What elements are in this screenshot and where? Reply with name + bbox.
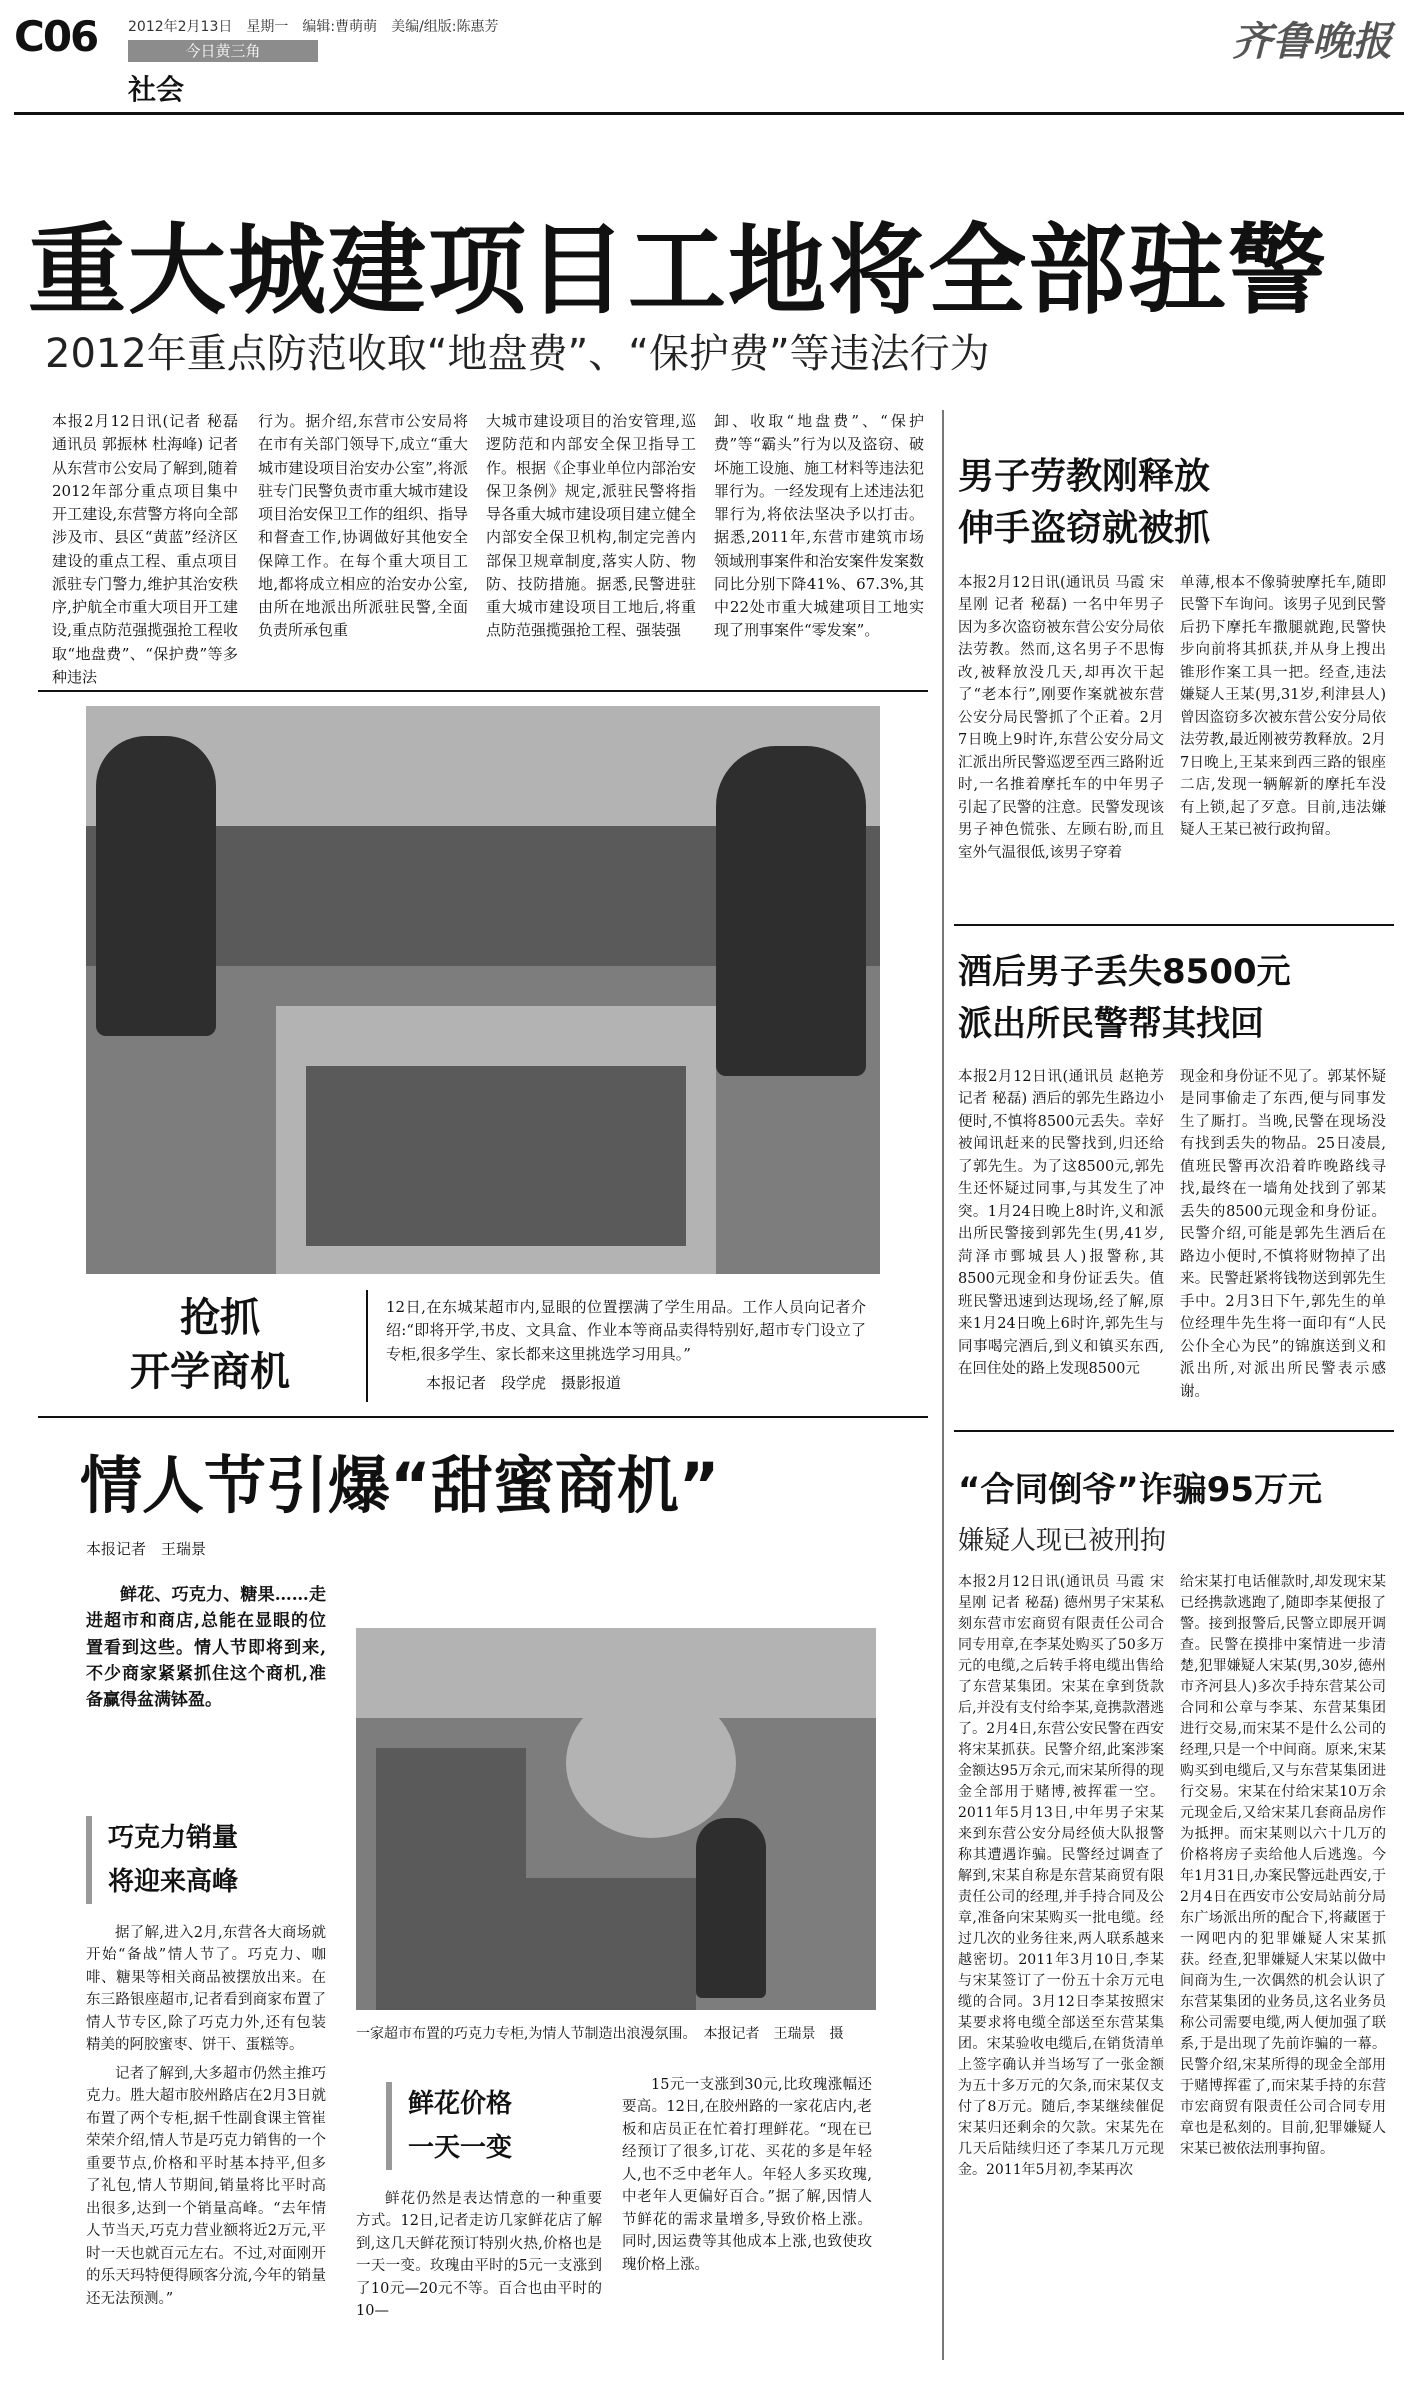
story4-subhead: 嫌疑人现已被刑拘 xyxy=(958,1526,1167,1556)
school-supplies-photo xyxy=(86,706,880,1274)
header-rule xyxy=(14,112,1404,115)
valentine-body-4: 15元一支涨到30元,比玫瑰涨幅还要高。12日,在胶州路的一家花店内,老板和店员正在忙着打理鲜花。“现在已经预订了很多,订花、买花的多是年轻人,也不乏中老年人。年轻人多买玫瑰,中老年人更偏好百合。”据了解,因情人节鲜花的需求量增多,导致价格上涨。同时,因运费等其他成本上涨,也致使玫瑰价格上涨。 xyxy=(622,2077,872,2273)
masthead-logo: 齐鲁晚报 xyxy=(1232,18,1392,65)
valentine-intro: 鲜花、巧克力、糖果……走进超市和商店,总能在显眼的位置看到这些。情人节即将到来,不少商家紧紧抓住这个商机,准备赢得盆满钵盈。 xyxy=(86,1585,326,1711)
story3-headline-1: 酒后男子丢失8500元 xyxy=(958,952,1291,992)
page-number: C06 xyxy=(14,12,98,61)
story4-col-1: 本报2月12日讯(通讯员 马霞 宋星刚 记者 秘磊) 德州男子宋某私刻东营市宏商贸有限责任公司合同专用章,在李某处购买了50多万元的电缆,之后转手将电缆出售给了东营某集团。宋某在拿到货款后,并没有支付给李某,竟携款潜逃了。2月4日,东营公安民警在西安将宋某抓获。民警介绍,此案涉案金额达95万余元,而宋某所得的现金全部用于赌博,被挥霍一空。2011年5月13日,中年男子宋某来到东营公安分局经侦大队报警称其遭遇诈骗。民警经过调查了解到,宋某自称是东营某商贸有限责任公司的经理,并手持合同及公章,准备向宋某购买一批电缆。经过几次的业务往来,两人联系越来越密切。2011年3月10日,李某与宋某签订了一份五十余万元电缆的合同。3月12日李某按照宋某要求将电缆全部送至东营某集团。宋某验收电缆后,在销货清单上签字确认并当场写了一张金额为五十多万元的欠条,而宋某仅支付了8万元。随后,李某继续催促宋某归还剩余的欠款。宋某先在几天后陆续归还了李某几万元现金。2011年5月初,李某再次 xyxy=(958,1574,1164,2178)
photo1-caption: 12日,在东城某超市内,显眼的位置摆满了学生用品。工作人员向记者介绍:“即将开学,书皮、文具盒、作业本等商品卖得特别好,超市专门设立了专柜,很多学生、家长都来这里挑选学习用具。” 本报记者 段学虎 摄影报道 xyxy=(386,1298,866,1392)
story3-col-2: 现金和身份证不见了。郭某怀疑是同事偷走了东西,便与同事发生了厮打。当晚,民警在现场没有找到丢失的物品。25日凌晨,值班民警再次沿着昨晚路线寻找,最终在一墙角处找到了郭某丢失的8500元现金和身份证。民警介绍,可能是郭先生酒后在路边小便时,不慎将财物掉了出来。民警赶紧将钱物送到郭先生手中。2月3日下午,郭先生的单位经理牛先生将一面印有“人民公仆全心为民”的锦旗送到义和派出所,对派出所民警表示感谢。 xyxy=(1180,1069,1386,1400)
header-meta: 2012年2月13日 星期一 编辑:曹萌萌 美编/组版:陈惠芳 xyxy=(128,19,499,35)
main-story-col-1: 本报2月12日讯(记者 秘磊 通讯员 郭振林 杜海峰) 记者从东营市公安局了解到,随着2012年部分重点项目集中开工建设,东营警方将向全部涉及市、县区“黄蓝”经济区建设的重点工程、重点项目派驻专门警力,维护其治安秩序,护航全市重大项目开工建设,重点防范强揽强抢工程收取“地盘费”、“保护费”等多种违法 xyxy=(52,412,238,686)
story2-headline-1: 男子劳教刚释放 xyxy=(958,456,1211,497)
photo-section-rule xyxy=(38,1416,928,1418)
section-tag: 今日黄三角 xyxy=(128,40,318,62)
story2-col-2: 单薄,根本不像骑驶摩托车,随即民警下车询问。该男子见到民警后扔下摩托车撒腿就跑,民警快步向前将其抓获,并从身上搜出锥形作案工具一把。经查,违法嫌疑人王某(男,31岁,利津县人)曾因盗窃多次被东营公安分局依法劳教,最近刚被劳教释放。2月7日晚上,王某来到西三路的银座二店,发现一辆解新的摩托车没有上锁,起了歹意。目前,违法嫌疑人王某已被行政拘留。 xyxy=(1180,575,1386,839)
valentine-subhead-2: 鲜花价格 一天一变 xyxy=(386,2082,598,2170)
main-story-col-3: 大城市建设项目的治安管理,巡逻防范和内部安全保卫指导工作。根据《企事业单位内部治安保卫条例》规定,派驻民警将指导各重大城市建设项目建立健全内部安全保卫机构,制定完善内部保卫规章制度,落实人防、物防、技防措施。据悉,民警进驻重大城市建设项目工地后,将重点防范强揽强抢工程、强装强 xyxy=(486,412,697,640)
valentine-body-3: 鲜花仍然是表达情意的一种重要方式。12日,记者走访几家鲜花店了解到,这几天鲜花预订特别火热,价格也是一天一变。玫瑰由平时的5元一支涨到了10元—20元不等。百合也由平时的10— xyxy=(356,2191,602,2320)
photo1-title-2: 开学商机 xyxy=(130,1349,290,1395)
story3-headline-2: 派出所民警帮其找回 xyxy=(958,1004,1264,1044)
valentine-byline: 本报记者 王瑞景 xyxy=(86,1540,207,1558)
valentine-headline: 情人节引爆“甜蜜商机” xyxy=(80,1449,720,1522)
story2-rule xyxy=(954,924,1394,926)
photo1-caption-rule xyxy=(366,1290,368,1402)
valentine-body-1: 据了解,进入2月,东营各大商场就开始“备战”情人节了。巧克力、咖啡、糖果等相关商品被摆放出来。在东三路银座超市,记者看到商家布置了情人节专区,除了巧克力外,还有包装精美的阿胶蜜枣、饼干、蛋糕等。 记者了解到,大多超市仍然主推巧克力。胜大超市胶州路店在2月3日就布置了两个专柜,据千性副食课主管崔荣荣介绍,情人节是巧克力销售的一个重要节点,价格和平时基本持平,但多了礼包,情人节期间,销量将比平时高出很多,达到一个销量高峰。“去年情人节当天,巧克力营业额将近2万元,平时一天也就百元左右。不过,对面刚开的乐天玛特便得顾客分流,今年的销量还无法预测。” xyxy=(86,1925,326,2307)
main-story-col-4: 卸、收取“地盘费”、“保护费”等“霸头”行为以及盗窃、破坏施工设施、施工材料等违法犯罪行为。一经发现有上述违法犯罪行为,将依法坚决予以打击。据悉,2011年,东营市建筑市场领域刑事案件和治安案件发案数同比分别下降41%、67.3%,其中22处市重大城建项目工地实现了刑事案件“零发案”。 xyxy=(714,412,925,640)
photo2-caption: 一家超市布置的巧克力专柜,为情人节制造出浪漫氛围。 本报记者 王瑞景 摄 xyxy=(356,2026,844,2042)
story3-col-1: 本报2月12日讯(通讯员 赵艳芳 记者 秘磊) 酒后的郭先生路边小便时,不慎将8500元丢失。幸好被闻讯赶来的民警找到,归还给了郭先生。为了这8500元,郭先生还怀疑过同事,与其发生了冲突。1月24日晚上8时许,义和派出所民警接到郭先生(男,41岁,菏泽市鄄城县人)报警称,其8500元现金和身份证丢失。值班民警迅速到达现场,经了解,原来1月24日晚上6时许,郭先生与同事喝完酒后,到义和镇买东西,在回住处的路上发现8500元 xyxy=(958,1069,1164,1378)
story2-headline-2: 伸手盗窃就被抓 xyxy=(958,508,1211,549)
story4-headline: “合同倒爷”诈骗95万元 xyxy=(958,1470,1323,1510)
story4-col-2: 给宋某打电话催款时,却发现宋某已经携款逃跑了,随即李某便报了警。接到报警后,民警立即展开调查。民警在摸排中案情进一步清楚,犯罪嫌疑人宋某(男,30岁,德州市齐河县人)多次手持东营某公司合同和公章与李某、东营某集团进行交易,而宋某不是什么公司的经理,只是一个中间商。原来,宋某购买到电缆后,又与东营某集团进行交易。宋某在付给宋某10万余元现金后,又给宋某几套商品房作为抵押。而宋某则以六十几万的价格将房子卖给他人后逃逸。今年1月31日,办案民警远赴西安,于2月4日在西安市公安局站前分局东广场派出所的配合下,将藏匿于一网吧内的犯罪嫌疑人宋某抓获。经查,犯罪嫌疑人宋某以做中间商为生,一次偶然的机会认识了东营某集团的业务员,这名业务员称公司需要电缆,两人便加强了联系,于是出现了先前诈骗的一幕。民警介绍,宋某所得的现金全部用于赌博挥霍了,而宋某手持的东营市宏商贸有限责任公司合同专用章也是私刻的。目前,犯罪嫌疑人宋某已被依法刑事拘留。 xyxy=(1180,1574,1386,2157)
story3-rule xyxy=(954,1430,1394,1432)
photo1-title-1: 抢抓 xyxy=(180,1295,260,1341)
valentine-subhead-1: 巧克力销量 将迎来高峰 xyxy=(86,1816,328,1904)
right-column-rule xyxy=(942,410,944,2360)
section-name: 社会 xyxy=(128,73,185,106)
main-headline: 重大城建项目工地将全部驻警 xyxy=(28,214,1329,328)
story2-col-1: 本报2月12日讯(通讯员 马霞 宋星刚 记者 秘磊) 一名中年男子因为多次盗窃被东营公安分局依法劳教。然而,这名男子不思悔改,被释放没几天,却再次干起了“老本行”,刚要作案就被东营公安分局民警抓了个正着。2月7日晚上9时许,东营公安分局文汇派出所民警巡逻至西三路附近时,一名推着摩托车的中年男子引起了民警的注意。民警发现该男子神色慌张、左顾右盼,而且室外气温很低,该男子穿着 xyxy=(958,575,1164,861)
main-subhead: 2012年重点防范收取“地盘费”、“保护费”等违法行为 xyxy=(45,331,990,377)
chocolate-counter-photo xyxy=(356,1628,876,2010)
main-story-rule xyxy=(38,690,928,692)
main-story-col-2: 行为。据介绍,东营市公安局将在市有关部门领导下,成立“重大城市建设项目治安办公室”,将派驻专门民警负责市重大城市建设项目治安保卫工作的组织、指导和督查工作,协调做好其他安全保障工作。在每个重大项目工地,都将成立相应的治安办公室,由所在地派出所派驻民警,全面负责所承包重 xyxy=(258,412,469,640)
